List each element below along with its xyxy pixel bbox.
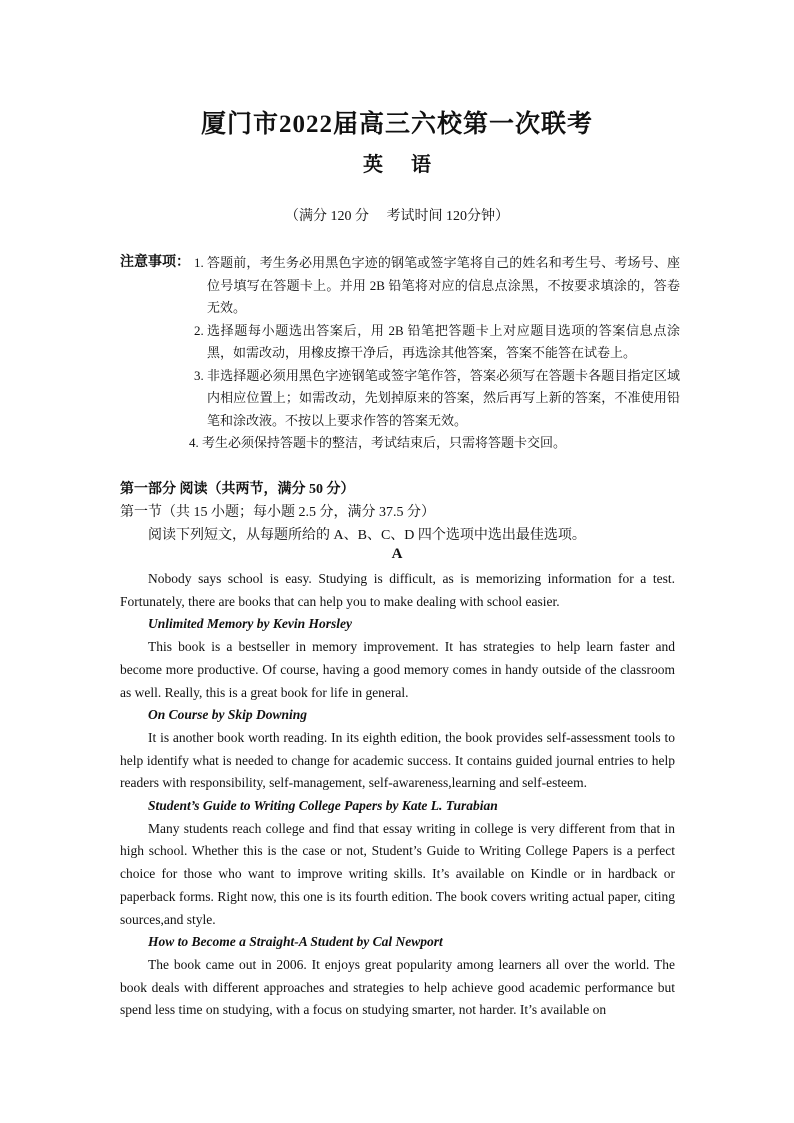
- notice-text: 考生必须保持答题卡的整洁，考试结束后，只需将答题卡交回。: [202, 435, 567, 450]
- notice-item: [189, 432, 680, 455]
- section-title: 第一节（共 15 小题；每小题 2.5 分，满分 37.5 分）: [120, 505, 435, 520]
- exam-title: 厦门市2022届高三六校第一次联考: [200, 111, 593, 138]
- notice-label: 注意事项：: [120, 255, 190, 270]
- book-title: Student’s Guide to Writing College Papers by Kate L. Turabian: [148, 798, 498, 814]
- notice-number: 3.: [194, 367, 204, 383]
- notice-text: 选择题每小题选出答案后，用 2B 铅笔把答题卡上对应题目选项的答案信息点涂黑，如需改动，用橡皮擦干净后，再选涂其他答案，答案不能答在试卷上。: [207, 322, 680, 360]
- book-description: It is another book worth reading. In its eighth edition, the book provides self-assessment tools to help identify what is needed to change for academic success. It contains guided journal entries to help readers with responsibility, self-management, self-awareness,learning and self-esteem.: [120, 729, 675, 791]
- notice-list: [189, 252, 680, 455]
- part-title: 第一部分 阅读（共两节，满分 50 分）: [120, 482, 355, 497]
- book-description: The book came out in 2006. It enjoys great popularity among learners all over the world. The book deals with different approaches and strategies to help achieve good academic performance but spend less time on studying, with a focus on studying smarter, not harder. It’s available on: [120, 956, 675, 1018]
- passage-letter: A: [391, 546, 403, 562]
- notice-text: 非选择题必须用黑色字迹钢笔或签字笔作答，答案必须写在答题卡各题目指定区域内相应位置上；如需改动，先划掉原来的答案，然后再写上新的答案，不准使用铅笔和涂改液。不按以上要求作答的答案无效。: [207, 367, 680, 428]
- book-title: How to Become a Straight-A Student by Cal Newport: [148, 934, 443, 950]
- book-description: Many students reach college and find that essay writing in college is very different from that in high school. Whether this is the case or not, Student’s Guide to Writing College Papers is a perfect choice for those who want to improve writing skills. It’s available on Kindle or in hardback or paperback forms. Right now, this one is its fourth edition. The book covers writing actual paper, citing sources,and style.: [120, 820, 675, 927]
- notice-item: [194, 365, 680, 433]
- notice-number: 2.: [194, 322, 204, 338]
- passage-intro: Nobody says school is easy. Studying is difficult, as is memorizing information for a test. Fortunately, there are books that can help you to make dealing with school easier.: [120, 571, 675, 609]
- notice-text: 答题前，考生务必用黑色字迹的钢笔或签字笔将自己的姓名和考生号、考场号、座位号填写在答题卡上。并用 2B 铅笔将对应的信息点涂黑，不按要求填涂的，答卷无效。: [207, 255, 680, 315]
- passage-body: [120, 568, 675, 1022]
- section-instruction: 阅读下列短文，从每题所给的 A、B、C、D 四个选项中选出最佳选项。: [148, 528, 586, 543]
- notice-number: 4.: [189, 435, 199, 450]
- notice-item: [194, 252, 680, 320]
- subject-title: 英语: [363, 154, 459, 176]
- exam-meta: （满分 120 分 考试时间 120分钟）: [285, 209, 509, 224]
- book-title: Unlimited Memory by Kevin Horsley: [148, 616, 352, 632]
- notice-item: [194, 320, 680, 365]
- book-title: On Course by Skip Downing: [148, 707, 308, 723]
- notice-number: 1.: [194, 255, 204, 270]
- book-description: This book is a bestseller in memory improvement. It has strategies to help learn faster and become more productive. Of course, having a good memory comes in handy outside of the classroom as well. Really, this is a great book for life in general.: [120, 639, 675, 700]
